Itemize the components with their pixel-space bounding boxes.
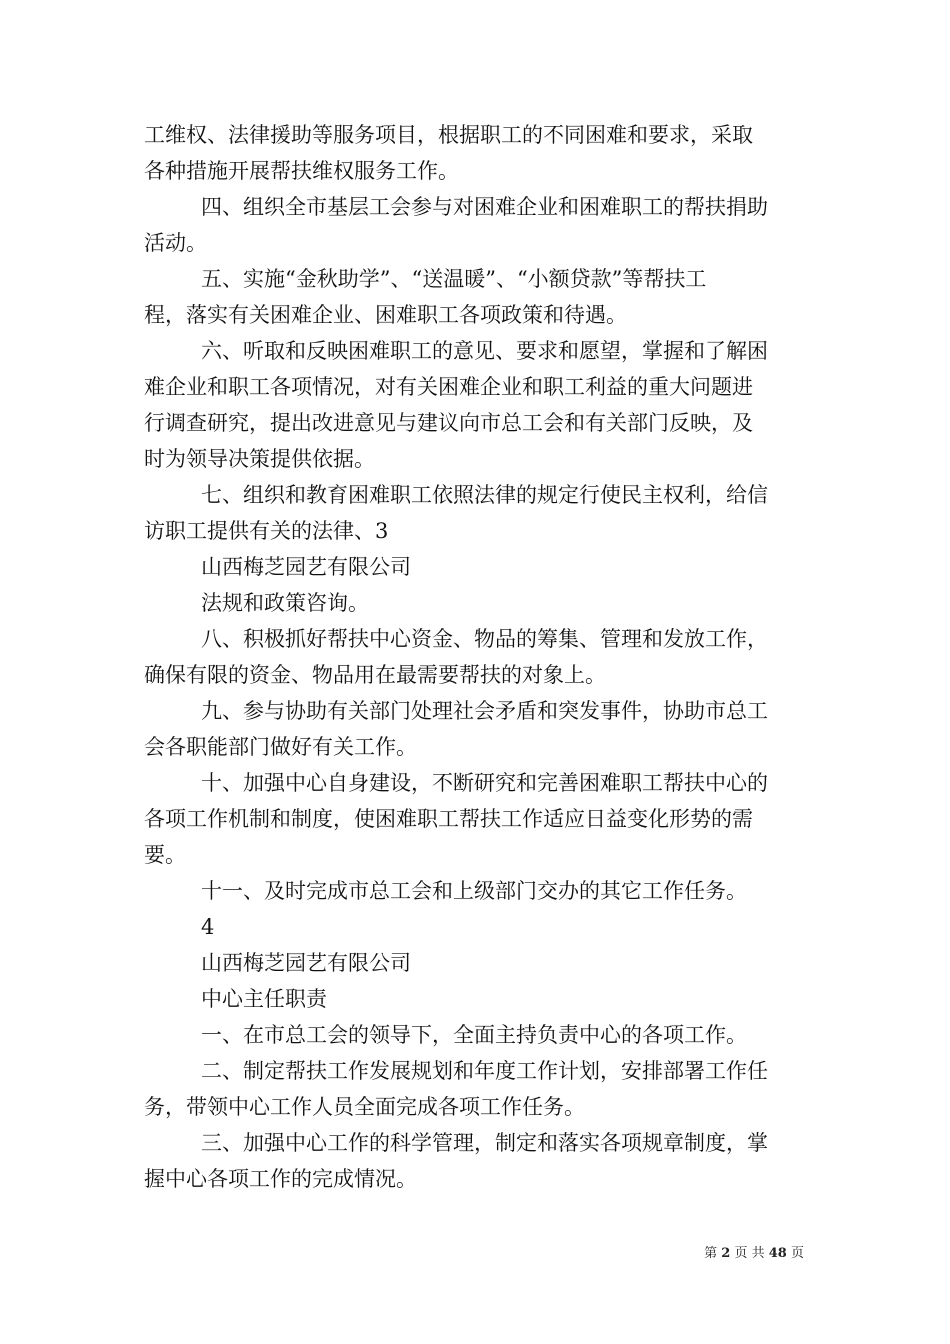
- document-body: [144, 117, 806, 1197]
- text-line: 各种措施开展帮扶维权服务工作。: [144, 159, 459, 183]
- text-line: 各项工作机制和制度，使困难职工帮扶工作适应日益变化形势的需: [144, 807, 753, 831]
- text-line: 工维权、法律援助等服务项目，根据职工的不同困难和要求，采取: [144, 123, 753, 147]
- footer-current-page: 2: [721, 1246, 731, 1261]
- page-footer: [704, 1246, 804, 1262]
- text-line: 要。: [144, 843, 186, 867]
- text-line: 会各职能部门做好有关工作。: [144, 735, 417, 759]
- text-line: 九、参与协助有关部门处理社会矛盾和突发事件，协助市总工: [201, 699, 768, 723]
- text-line: 握中心各项工作的完成情况。: [144, 1167, 417, 1191]
- text-line: 时为领导决策提供依据。: [144, 447, 375, 471]
- text-line: 四、组织全市基层工会参与对困难企业和困难职工的帮扶捐助: [201, 195, 768, 219]
- text-line: 访职工提供有关的法律、3: [144, 519, 389, 543]
- text-line: 程，落实有关困难企业、困难职工各项政策和待遇。: [144, 303, 627, 327]
- text-line: 七、组织和教育困难职工依照法律的规定行使民主权利，给信: [201, 483, 768, 507]
- text-line: 三、加强中心工作的科学管理，制定和落实各项规章制度，掌: [201, 1131, 768, 1155]
- text-line: 十、加强中心自身建设，不断研究和完善困难职工帮扶中心的: [201, 771, 768, 795]
- text-line: 中心主任职责: [201, 987, 327, 1011]
- text-line: 4: [201, 915, 215, 939]
- footer-suffix: 页: [790, 1246, 804, 1261]
- text-line: 一、在市总工会的领导下，全面主持负责中心的各项工作。: [201, 1023, 747, 1047]
- footer-prefix: 第: [704, 1246, 718, 1261]
- text-line: 法规和政策咨询。: [201, 591, 369, 615]
- text-line: 难企业和职工各项情况，对有关困难企业和职工利益的重大问题进: [144, 375, 753, 399]
- text-line: 行调查研究，提出改进意见与建议向市总工会和有关部门反映，及: [144, 411, 753, 435]
- text-line: 活动。: [144, 231, 207, 255]
- footer-middle: 页 共: [734, 1246, 765, 1261]
- text-line: 确保有限的资金、物品用在最需要帮扶的对象上。: [144, 663, 606, 687]
- text-line: 山西梅芝园艺有限公司: [201, 555, 411, 579]
- text-line: 六、听取和反映困难职工的意见、要求和愿望，掌握和了解困: [201, 339, 768, 363]
- text-line: 八、积极抓好帮扶中心资金、物品的筹集、管理和发放工作，: [201, 627, 768, 651]
- text-line: 二、制定帮扶工作发展规划和年度工作计划，安排部署工作任: [201, 1059, 768, 1083]
- text-line: 十一、及时完成市总工会和上级部门交办的其它工作任务。: [201, 879, 747, 903]
- footer-total-pages: 48: [768, 1246, 787, 1261]
- text-line: 山西梅芝园艺有限公司: [201, 951, 411, 975]
- text-line: 务，带领中心工作人员全面完成各项工作任务。: [144, 1095, 585, 1119]
- text-line: 五、实施“金秋助学”、“送温暖”、“小额贷款”等帮扶工: [201, 267, 707, 291]
